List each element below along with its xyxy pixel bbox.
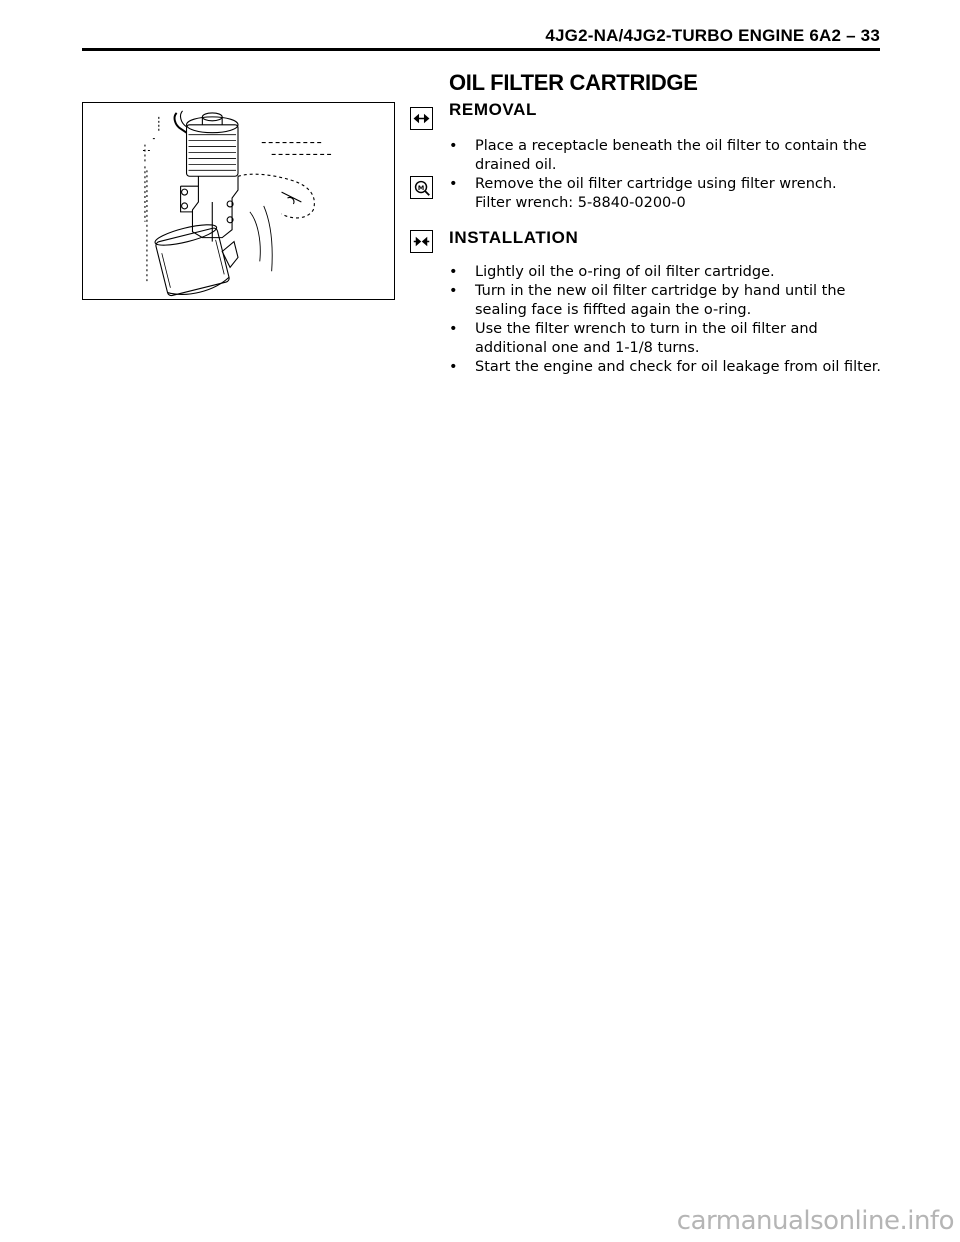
- removal-icon: [410, 107, 433, 130]
- installation-icon: [410, 230, 433, 253]
- watermark-text: carmanualsonline.info: [676, 1206, 954, 1236]
- watermark: [0, 1206, 960, 1236]
- page-header: 4JG2-NA/4JG2-TURBO ENGINE 6A2 – 33: [545, 26, 880, 45]
- bullet: •: [449, 176, 458, 192]
- section-title: OIL FILTER CARTRIDGE: [449, 70, 698, 95]
- special-tool-icon: [410, 176, 433, 199]
- svg-text:M: M: [417, 183, 425, 192]
- installation-heading: INSTALLATION: [449, 228, 579, 247]
- bullet: •: [449, 359, 458, 375]
- installation-step-3-line-2: additional one and 1-1/8 turns.: [475, 340, 700, 356]
- removal-step-2-line-1: Remove the oil filter cartridge using filter wrench.: [475, 176, 837, 192]
- removal-step-1-line-2: drained oil.: [475, 157, 557, 173]
- bullet: •: [449, 264, 458, 280]
- installation-step-1-line-1: Lightly oil the o-ring of oil filter cartridge.: [475, 264, 775, 280]
- installation-step-4-line-1: Start the engine and check for oil leakage from oil filter.: [475, 359, 882, 375]
- bullet: •: [449, 283, 458, 299]
- removal-step-2-line-2: Filter wrench: 5-8840-0200-0: [475, 195, 686, 211]
- bullet: •: [449, 138, 458, 154]
- removal-step-1-line-1: Place a receptacle beneath the oil filter to contain the: [475, 138, 867, 154]
- header-rule: [82, 48, 880, 51]
- installation-step-2-line-2: sealing face is fiffted again the o-ring.: [475, 302, 752, 318]
- removal-heading: REMOVAL: [449, 100, 537, 119]
- bullet: •: [449, 321, 458, 337]
- installation-step-3-line-1: Use the filter wrench to turn in the oil filter and: [475, 321, 818, 337]
- oil-filter-illustration: [82, 102, 395, 300]
- installation-step-2-line-1: Turn in the new oil filter cartridge by hand until the: [475, 283, 846, 299]
